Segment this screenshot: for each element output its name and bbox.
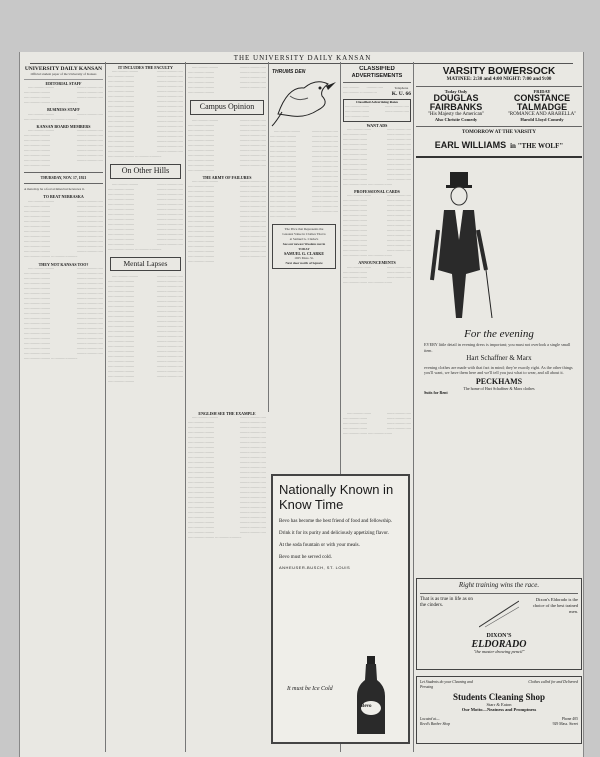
bevo-maker: ANHEUSER-BUSCH, ST. LOUIS	[279, 565, 351, 570]
kansas-article: ························ ························ ························ ························ ························ ························ ························ ························ ························ ························ ························ ························ ························ ························ ························ ························ ························ ························ ························ ························ ························ ························ ························ ························ ························ ························ ························ ························ ························ ························ ························ ························ ························ ························ ························ ························ ························ ························	[24, 267, 103, 362]
dixon-top: Right training wins the race.	[458, 581, 540, 589]
english-heading: ENGLISH SEE THE EXAMPLE	[198, 412, 256, 416]
other-hills-box	[110, 164, 181, 179]
professional-cards-text: ······················ ······················ ······················ ······················ ······················ ······················ ······················ ······················ ······················ ······················ ······················ ······················ ······················ ······················ ······················ ······················ ······················ ······················ ······················ ······················ ······················ ······················ ······················ ······················ ······················ ······················	[343, 194, 411, 259]
business-listing: ························ ························ ························ ························	[24, 112, 103, 122]
clarke-ad-line2: Greatest Value in Clothes That is	[282, 232, 326, 236]
column-rule	[105, 62, 106, 752]
star-3: EARL WILLIAMS	[434, 140, 507, 151]
clarke-ad-address: 1025 Mass. St.	[294, 256, 314, 261]
tomorrow-label: TOMORROW AT THE VARSITY	[462, 129, 536, 135]
announcements-text: ······················ ······················ ······················ ······················ ······················ ······················ ······················ ······················	[343, 265, 411, 285]
peckhams-tag: The home of Hart Schaffner & Marx clothes	[463, 385, 535, 391]
shop-motto: Our Motto—Neatness and Promptness	[461, 706, 537, 712]
newspaper-page	[19, 52, 584, 757]
peckhams-name: PECKHAMS	[475, 376, 523, 386]
clarke-ad-line1: The Price that Represents the	[284, 227, 324, 231]
classified-phone-block	[392, 86, 411, 97]
campus-opinion-article: ························ ························ ························ ························ ························ ························ ························ ························ ························ ························ ························ ························ ························ ························ ························ ························ ························ ························ ························ ························ ························	[188, 118, 266, 173]
army-failures-heading: THE ARMY OF FAILURES	[202, 174, 252, 180]
classified-lower	[343, 412, 411, 472]
professional-cards-heading: PROFESSIONAL CARDS	[354, 188, 400, 194]
editorial-item: A man may be a fool at times but he knows it.	[24, 187, 85, 192]
faculty-heading: IT INCLUDES THE FACULTY	[118, 66, 173, 70]
runner-illustration	[479, 597, 519, 629]
film-1: "His Majesty the American"	[427, 112, 485, 118]
column-3-lower	[188, 412, 266, 742]
column-2	[108, 66, 183, 756]
faculty-article: ························ ························ ························ ························ ························ ························ ························ ························ ························ ························ ························ ························ ························ ························ ························ ························ ························ ························ ························ ························ ························ ························ ························ ························ ························ ························ ························ ························ ························ ························ ························ ························ ························ ························ ························ ························	[108, 70, 183, 160]
bowersock-title: VARSITY BOWERSOCK	[442, 66, 556, 77]
column-1	[24, 66, 103, 756]
bevo-bottle-label: Bevo	[361, 704, 372, 709]
mental-lapses-heading: Mental Lapses	[123, 259, 168, 269]
kansan-board-heading: KANSAN BOARD MEMBERS	[36, 123, 91, 129]
dixon-ad	[416, 578, 582, 670]
shop-street: 929 Mass. Street	[552, 721, 578, 726]
column-3	[188, 66, 266, 411]
dixon-right: Dixon's Eldorado is the choice of the best trained men.	[532, 596, 578, 614]
nebraska-heading: TO BEAT NEBRASKA	[43, 194, 84, 200]
dixon-brand-1: DIXON'S	[486, 632, 512, 639]
clarke-ad-line3: at Samuel G. Clarke's	[289, 237, 319, 241]
today-label: Today Only	[444, 88, 468, 94]
mental-lapses-article: ························ ························ ························ ························ ························ ························ ························ ························ ························ ························ ························ ························ ························ ························ ························ ························ ························ ························ ························ ························ ························ ························ ························ ························ ························ ························ ························ ························ ························ ························ ························ ························ ························ ························ ························ ························ ························ ························ ························ ························ ························ ························ ························	[108, 275, 183, 385]
kansas-heading: THEY NOT KANSAS TOO?	[38, 261, 89, 267]
clarke-ad-name: SAMUEL G. CLARKE	[283, 251, 325, 256]
business-staff-heading: BUSINESS STAFF	[47, 107, 80, 113]
other-hills-heading: On Other Hills	[121, 166, 170, 176]
friday-label: FRIDAY	[533, 88, 551, 94]
board-listing: ························ ························ ························ ························ ························ ························ ························ ························ ························ ························ ························ ························ ························ ························ ························	[24, 129, 103, 169]
nameplate: UNIVERSITY DAILY KANSAN	[24, 66, 103, 72]
film-3: in "THE WOLF"	[510, 142, 564, 151]
dixon-tag: "the master drawing pencil"	[473, 649, 525, 655]
bowersock-today	[416, 90, 496, 123]
bevo-cold: It must be Ice Cold	[287, 686, 333, 692]
classified-rate-lines: ··············· ··············· ··············· ···············	[343, 85, 383, 95]
dateline: THURSDAY, NOV. 17, 1921	[40, 176, 87, 181]
bevo-body-2: Drink it for its purity and deliciously appetizing flavor.	[279, 531, 389, 536]
shop-location-label: Located at—	[420, 716, 440, 721]
bevo-body-1: Bevo has become the best friend of food and fellowship.	[279, 519, 393, 524]
shop-location	[420, 717, 450, 727]
star-1: DOUGLAS FAIRBANKS	[429, 93, 483, 113]
bird-caption: THRUMS DEN	[272, 69, 306, 75]
bevo-body-4: Bevo must be served cold.	[279, 555, 332, 560]
dixon-body	[420, 597, 578, 629]
clarke-ad-line5: TODAY	[298, 247, 310, 251]
shop-sub: Starr & Eaton	[486, 701, 512, 707]
column-4-article: ························ ························ ························ ························ ························ ························ ························ ························ ························ ························ ························ ························ ························ ························ ························ ························ ························ ························ ························ ························ ························ ························ ························ ························ ························ ························ ························ ························ ························ ························ ························ ························ ························ ························ ························	[270, 130, 338, 219]
english-article: ························ ························ ························ ························ ························ ························ ························ ························ ························ ························ ························ ························ ························ ························ ························ ························ ························ ························ ························ ························ ························ ························ ························ ························ ························ ························ ························ ························ ························ ························ ························ ························ ························ ························ ························ ························ ························ ························ ························ ························ ························ ························ ························ ························ ························ ························ ························ ························ ························ ························	[188, 416, 266, 541]
column-3-top-article: ························ ························ ························ ························ ························ ························ ························ ························ ························ ························ ························	[188, 66, 266, 95]
classified-phone-label: Telephone	[394, 85, 409, 90]
students-shop-ad	[416, 676, 582, 744]
column-rule	[185, 62, 186, 752]
want-ads-heading: WANT ADS	[366, 122, 388, 128]
shop-name: Students Cleaning Shop	[452, 692, 546, 702]
comedy-2: Harold Lloyd Comedy	[520, 116, 564, 122]
shop-phone: Phone 405	[561, 716, 578, 721]
classified-phone: K. U. 66	[391, 90, 411, 97]
want-ads-text: ······················ ······················ ······················ ······················ ······················ ······················ ······················ ······················ ······················ ······················ ······················ ······················ ······················ ······················ ······················ ······················ ······················ ······················ ······················ ······················ ······················ ······················ ······················ ······················	[343, 127, 411, 187]
masthead-rule	[30, 63, 573, 64]
bowersock-tomorrow	[416, 135, 582, 153]
classified-subtitle: ADVERTISEMENTS	[351, 72, 403, 79]
shop-top-left: Let Students do your Cleaning and Pressing	[420, 680, 473, 689]
bevo-body-3: At the soda fountain or with your meals.	[279, 543, 360, 548]
hart-schaffner-ad	[416, 328, 582, 395]
classified-column	[343, 66, 411, 411]
shop-top-right: Clothes called for and Delivered	[528, 680, 578, 684]
film-2: "ROMANCE AND ARABELLA"	[507, 112, 577, 118]
classified-phone-row	[343, 86, 411, 97]
bevo-headline: Nationally Known in Know Time	[279, 482, 394, 512]
dixon-brand-2: ELDORADO	[471, 639, 527, 651]
shop-contact	[553, 717, 578, 727]
hart-body-2: evening clothes are made with that fact in mind; they're exactly right. As the other things you'll want, we have them here and we'll tell you just what to wear, and all about it.	[424, 364, 573, 376]
army-failures-article: ························ ························ ························ ························ ························ ························ ························ ························ ························ ························ ························ ························ ························ ························ ························ ························ ························ ························ ························ ························ ························ ························ ························ ························ ························ ························ ························ ························ ························ ························ ························ ························ ························	[188, 180, 266, 265]
clarke-ad-line4: See our newest Woolens not in	[282, 242, 326, 246]
gentleman-illustration	[422, 170, 500, 320]
other-hills-article: ························ ························ ························ ························ ························ ························ ························ ························ ························ ························ ························ ························ ························ ························ ························ ························ ························ ························ ························ ························ ························ ························ ························ ························ ························ ························ ························ ························	[108, 183, 183, 253]
comedy-1: Also Christie Comedy	[434, 116, 478, 122]
shop-top-row	[420, 680, 578, 690]
column-rule	[413, 62, 414, 752]
classified-rates-text: ······················ ······················ ······················ ······················ ······················	[345, 104, 409, 119]
mental-lapses-box	[110, 257, 181, 271]
page-masthead: THE UNIVERSITY DAILY KANSAN	[233, 54, 372, 62]
clarke-ad-note: Next door north of Square	[285, 261, 323, 266]
star-2: CONSTANCE TALMADGE	[513, 93, 571, 113]
editorial-staff-heading: EDITORIAL STAFF	[45, 81, 82, 87]
campus-opinion-heading: Campus Opinion	[199, 102, 255, 111]
classified-title: CLASSIFIED	[359, 66, 395, 72]
announcements-heading: ANNOUNCEMENTS	[358, 260, 396, 266]
hart-brand: Hart Schaffner & Marx	[466, 354, 532, 363]
staff-listing: ························ ························ ························ ························ ························ ························ ························ ························	[24, 86, 103, 106]
classified-rates-box	[343, 99, 411, 122]
right-ad-column	[416, 66, 582, 411]
hart-body-1: EVERY little detail in evening dress is important; you must not overlook a single small item.	[424, 342, 571, 353]
campus-opinion-box	[190, 100, 264, 115]
classified-rates-heading: Classified Advertising Rates	[356, 99, 398, 104]
hart-headline: For the evening	[464, 328, 534, 340]
bowersock-friday	[502, 90, 582, 123]
dixon-left: That is as true in life as on the cinders.	[420, 596, 473, 609]
shop-bottom-row	[420, 717, 578, 727]
column-4	[270, 66, 338, 411]
bowersock-features	[416, 90, 582, 123]
clarke-ad	[272, 224, 336, 269]
bevo-ad	[271, 474, 410, 744]
suits-for-rent: Suits for Rent	[424, 389, 448, 395]
classified-lower-text: ······················ ······················ ······················ ······················ ······················ ······················ ······················ ······················ ······················ ······················	[343, 412, 411, 436]
nebraska-article: ························ ························ ························ ························ ························ ························ ························ ························ ························ ························ ························ ························ ························ ························ ························ ························ ························ ························ ························ ························ ························ ························ ························ ························	[24, 199, 103, 259]
shop-location-value: Reed's Barber Shop	[420, 721, 451, 726]
column-rule	[268, 62, 269, 412]
bevo-bottle-illustration	[351, 656, 391, 736]
nameplate-subtitle: Official student paper of the University of Kansas	[30, 72, 97, 77]
bowersock-times: MATINEE: 2:30 and 4:00 NIGHT: 7:00 and 9:00	[446, 77, 552, 82]
